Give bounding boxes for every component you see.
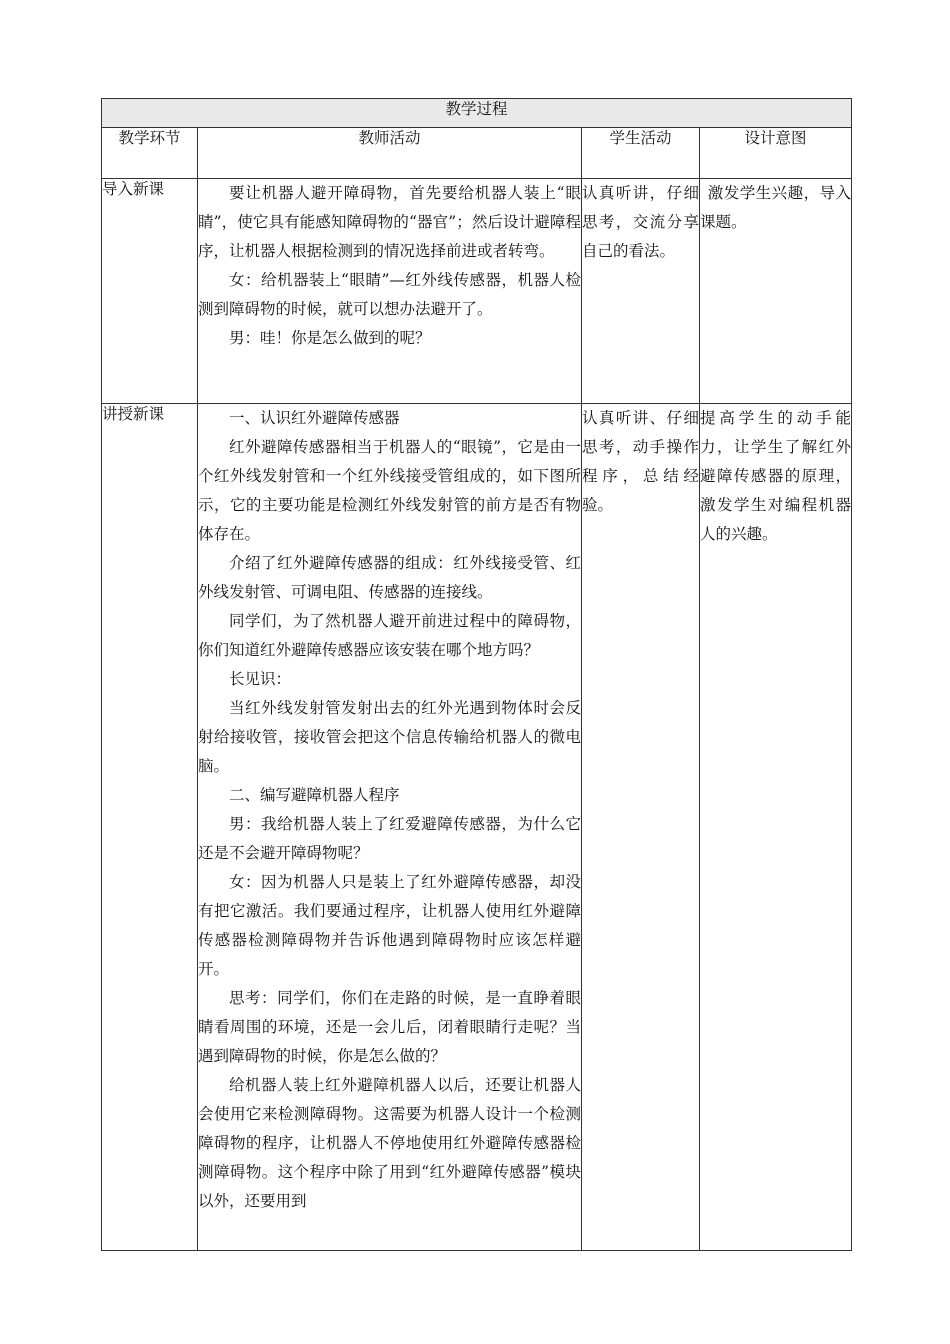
student-activity-cell <box>582 179 700 404</box>
design-intent-text: 激发学生兴趣，导入课题。 <box>700 184 852 231</box>
teacher-paragraph: 同学们，为了然机器人避开前进过程中的障碍物，你们知道红外避障传感器应该安装在哪个地方吗？ <box>198 612 581 659</box>
header-student-activity: 学生活动 <box>582 128 700 179</box>
table-banner: 教学过程 <box>102 99 852 128</box>
stage-cell: 导入新课 <box>102 179 198 404</box>
stage-cell: 讲授新课 <box>102 404 198 1251</box>
student-activity-text: 认真听讲，仔细思考，交流分享自己的看法。 <box>582 184 699 260</box>
teacher-paragraph: 思考：同学们，你们在走路的时候，是一直睁着眼睛看周围的环境，还是一会儿后，闭着眼睛行走呢？当遇到障碍物的时候，你是怎么做的？ <box>198 989 581 1065</box>
student-activity-text: 认真听讲、仔细思考，动手操作程序，总结经验。 <box>582 409 699 514</box>
teacher-paragraph: 长见识： <box>229 670 292 688</box>
teacher-paragraph: 男：哇！你是怎么做到的呢？ <box>229 329 431 347</box>
table-row <box>102 179 852 404</box>
student-activity-cell <box>582 404 700 1251</box>
header-design-intent: 设计意图 <box>700 128 852 179</box>
teacher-paragraph: 当红外线发射管发射出去的红外光遇到物体时会反射给接收管，接收管会把这个信息传输给机器人的微电脑。 <box>198 699 581 775</box>
teacher-paragraph: 二、编写避障机器人程序 <box>229 786 400 804</box>
design-intent-text: 提高学生的动手能力，让学生了解红外避障传感器的原理，激发学生对编程机器人的兴趣。 <box>700 409 852 543</box>
teacher-paragraph: 男：我给机器人装上了红爱避障传感器，为什么它还是不会避开障碍物呢？ <box>198 815 581 862</box>
header-teacher-activity: 教师活动 <box>198 128 582 179</box>
design-intent-cell <box>700 179 852 404</box>
teacher-paragraph: 女：给机器装上“眼睛”—红外线传感器，机器人检测到障碍物的时候，就可以想办法避开了。 <box>198 271 581 318</box>
teacher-activity-cell <box>198 179 582 404</box>
header-stage: 教学环节 <box>102 128 198 179</box>
lesson-process-table <box>101 98 852 1251</box>
teacher-paragraph: 红外避障传感器相当于机器人的“眼镜”，它是由一个红外线发射管和一个红外线接受管组成的，如下图所示，它的主要功能是检测红外线发射管的前方是否有物体存在。 <box>198 438 581 543</box>
teacher-paragraph: 女：因为机器人只是装上了红外避障传感器，却没有把它激活。我们要通过程序，让机器人使用红外避障传感器检测障碍物并告诉他遇到障碍物时应该怎样避开。 <box>198 873 581 978</box>
teacher-activity-cell <box>198 404 582 1251</box>
design-intent-cell <box>700 404 852 1251</box>
teacher-paragraph: 介绍了红外避障传感器的组成：红外线接受管、红外线发射管、可调电阻、传感器的连接线。 <box>198 554 581 601</box>
teacher-paragraph: 给机器人装上红外避障机器人以后，还要让机器人会使用它来检测障碍物。这需要为机器人设计一个检测障碍物的程序，让机器人不停地使用红外避障传感器检测障碍物。这个程序中除了用到“红外避障传感器”模块以外，还要用到 <box>198 1076 581 1210</box>
teacher-paragraph: 一、认识红外避障传感器 <box>229 409 400 427</box>
teacher-paragraph: 要让机器人避开障碍物，首先要给机器人装上“眼睛”，使它具有能感知障碍物的“器官”；然后设计避障程序，让机器人根据检测到的情况选择前进或者转弯。 <box>198 184 581 260</box>
table-row <box>102 404 852 1251</box>
